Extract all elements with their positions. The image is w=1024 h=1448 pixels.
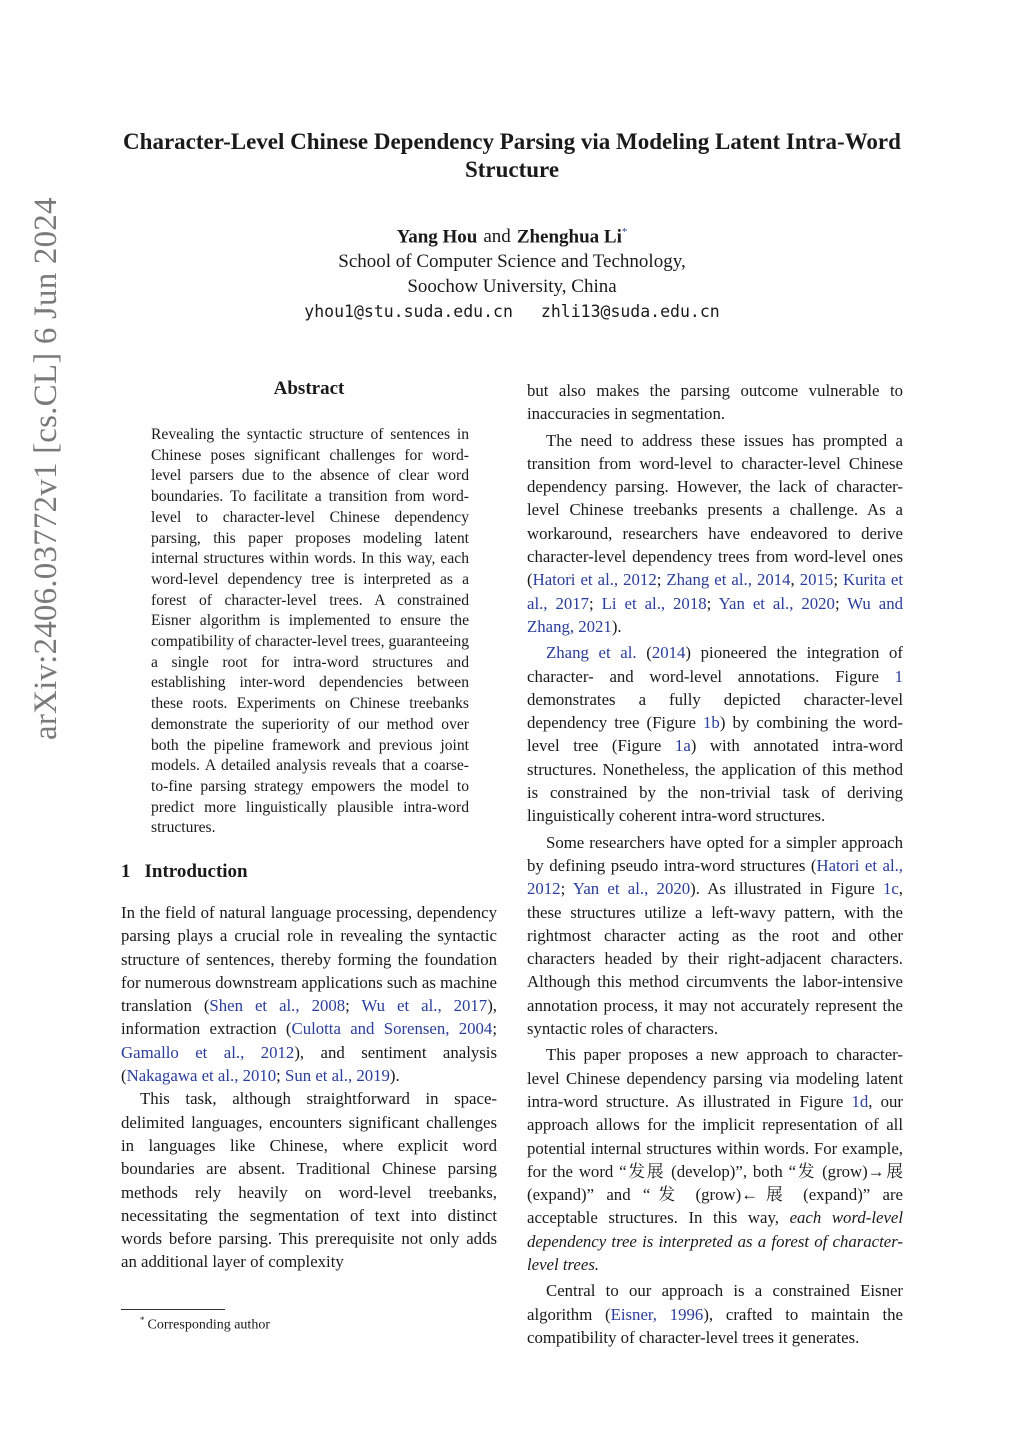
text-run: ; — [706, 593, 719, 613]
footnote-mark: * — [140, 1315, 145, 1325]
citation-link[interactable]: Li et al., 2018 — [601, 593, 707, 613]
author-line — [110, 220, 914, 249]
footnote — [140, 1315, 270, 1334]
text-run: ) pioneered the integration of character- and word-level annotations. Figure — [527, 643, 903, 686]
section-title: Introduction — [144, 861, 248, 882]
footnote-text: Corresponding author — [147, 1317, 270, 1333]
text-run: ) by combining the word-level tree (Figure — [527, 713, 903, 756]
figure-reference-link[interactable]: 1d — [851, 1091, 869, 1111]
citation-link[interactable]: Zhang et al., 2014 — [666, 570, 791, 590]
text-run: ; — [345, 996, 362, 1016]
intro-paragraph-2: This task, although straightforward in space-delimited languages, encounters significant challenges in languages like Chinese, where explicit word boundaries are absent. Traditional Chinese parsing methods rely heavily on word-level treebanks, necessitating the segmentation of text into distinct words before parsing. This prerequisite not only adds an additional layer of complexity — [121, 1089, 497, 1272]
text-run: ; — [560, 879, 573, 899]
intro-paragraph-2-continued: but also makes the parsing outcome vulnerable to inaccuracies in segmentation. — [527, 381, 903, 424]
intro-paragraph-5 — [527, 831, 903, 1041]
text-run: , these structures utilize a left-wavy pattern, with the rightmost character acting as the root and other characters headed by their right-adjacent characters. Although this method circumvents the labor-intensive annotation process, it may not accurately represent the syntactic roles of characters. — [527, 879, 903, 1039]
affiliation-line-2: Soochow University, China — [407, 276, 617, 298]
text-run: ). — [611, 616, 622, 636]
citation-link[interactable]: Hatori et al., 2012 — [532, 570, 657, 590]
citation-link[interactable]: 2015 — [799, 570, 834, 590]
citation-link[interactable]: Hatori et al., 2012 — [527, 855, 903, 899]
citation-link[interactable]: Zhang et al. — [546, 643, 637, 663]
citation-link[interactable]: Nakagawa et al., 2010 — [126, 1066, 277, 1086]
intro-paragraph-3 — [527, 429, 903, 639]
text-run: ), crafted to maintain the compatibility of character-level trees it generates. — [527, 1304, 903, 1347]
text-run: ; — [492, 1019, 497, 1039]
citation-link[interactable]: Kurita et al., 2017 — [527, 570, 904, 613]
text-run: ), information extraction ( — [121, 996, 497, 1039]
citation-link[interactable]: Wu and Zhang, 2021 — [527, 593, 904, 636]
figure-reference-link[interactable]: 1c — [882, 879, 899, 899]
email-2[interactable]: zhli13@suda.edu.cn — [540, 302, 720, 322]
section-number: 1 — [121, 861, 131, 882]
text-run: ; — [589, 593, 602, 613]
citation-link[interactable]: Wu et al., 2017 — [361, 996, 488, 1016]
citation-link[interactable]: Gamallo et al., 2012 — [121, 1042, 295, 1062]
arxiv-identifier-stamp: arXiv:2406.03772v1 [cs.CL] 6 Jun 2024 — [28, 197, 64, 740]
citation-link[interactable]: 2014 — [651, 643, 686, 663]
text-run: demonstrates a fully depicted character-level dependency tree (Figure — [527, 689, 903, 733]
text-run: ; — [833, 570, 843, 590]
footnote-rule — [121, 1309, 225, 1310]
text-run: Some researchers have opted for a simpler approach by defining pseudo intra-word structures ( — [527, 832, 903, 875]
figure-reference-link[interactable]: 1a — [674, 736, 691, 756]
text-run: ). — [389, 1066, 400, 1086]
figure-reference-link[interactable]: 1b — [703, 713, 720, 733]
corresponding-author-mark[interactable]: * — [621, 226, 628, 238]
text-run: ; — [834, 593, 848, 613]
citation-link[interactable]: Culotta and Sorensen, 2004 — [291, 1019, 493, 1039]
abstract-text: Revealing the syntactic structure of sentences in Chinese poses significant challenges for word-level parsers due to the absence of clear word boundaries. To facilitate a transition from word-level to character-level Chinese dependency parsing, this paper proposes modeling latent internal structures within words. In this way, each word-level dependency tree is interpreted as a forest of character-level trees. A constrained Eisner algorithm is implemented to ensure the compatibility of character-level trees, guaranteeing a single root for intra-word structures and establishing inter-word dependencies between these roots. Experiments on Chinese treebanks demonstrate the superiority of our method over both the pipeline framework and previous joint models. A detailed analysis reveals that a coarse-to-fine parsing strategy empowers the model to predict more linguistically plausible intra-word structures. — [151, 426, 469, 837]
section-heading-introduction — [121, 861, 248, 883]
citation-link[interactable]: Shen et al., 2008 — [209, 996, 346, 1016]
intro-paragraph-1 — [121, 901, 497, 1087]
author-name-1: Yang Hou — [396, 226, 478, 248]
text-run: ; — [276, 1066, 286, 1086]
citation-link[interactable]: Eisner, 1996 — [610, 1304, 704, 1324]
left-column-body — [121, 901, 497, 1274]
affiliation-line-1: School of Computer Science and Technology, — [338, 251, 686, 273]
text-run: ) with annotated intra-word structures. Nonetheless, the application of this method is constrained by the non-trivial task of deriving linguistically coherent intra-word structures. — [527, 736, 903, 826]
text-run: ), and sentiment analysis ( — [121, 1042, 497, 1086]
author-name-2: Zhenghua Li — [516, 226, 622, 248]
author-block — [110, 220, 914, 324]
intro-paragraph-4 — [527, 641, 903, 827]
author-emails — [110, 299, 914, 324]
paper-title: Character-Level Chinese Dependency Parsing via Modeling Latent Intra-Word Structure — [123, 129, 901, 182]
emphasized-text: each word-level dependency tree is interpreted as a forest of character-level trees. — [527, 1208, 904, 1274]
author-conjunction: and — [483, 226, 511, 248]
text-run: ). As illustrated in Figure — [690, 879, 883, 899]
figure-reference-link[interactable]: 1 — [894, 666, 903, 686]
text-run: , our approach allows for the implicit representation of all potential internal structures within words. For example, for the word “发展 (develop)”, both “发 (grow)→展 (expand)” and “发 (grow)←展 (expand)” are acceptable structures. In this way, — [527, 1091, 904, 1228]
citation-link[interactable]: Sun et al., 2019 — [285, 1066, 390, 1086]
text-run: ( — [636, 643, 652, 663]
text-run: This paper proposes a new approach to character-level Chinese dependency parsing via modeling latent intra-word structure. As illustrated in Figure — [527, 1045, 903, 1111]
text-run: ; — [656, 570, 667, 590]
text-run: , — [790, 570, 800, 590]
text-run: In the field of natural language processing, dependency parsing plays a crucial role in revealing the syntactic structure of sentences, thereby forming the foundation for numerous downstream applications such as machine translation ( — [121, 903, 497, 1016]
email-1[interactable]: yhou1@stu.suda.edu.cn — [304, 302, 513, 322]
citation-link[interactable]: Yan et al., 2020 — [718, 593, 835, 613]
text-run: The need to address these issues has prompted a transition from word-level to character-level Chinese dependency parsing. However, the lack of character-level Chinese treebanks presents a challenge. As a workaround, researchers have endeavored to derive character-level dependency trees from word-level ones ( — [527, 430, 903, 590]
intro-paragraph-6 — [527, 1043, 903, 1276]
text-run: Central to our approach is a constrained Eisner algorithm ( — [527, 1281, 903, 1324]
citation-link[interactable]: Yan et al., 2020 — [572, 879, 691, 899]
abstract-heading: Abstract — [273, 378, 345, 399]
right-column-body — [527, 379, 903, 1349]
intro-paragraph-7 — [527, 1279, 903, 1349]
